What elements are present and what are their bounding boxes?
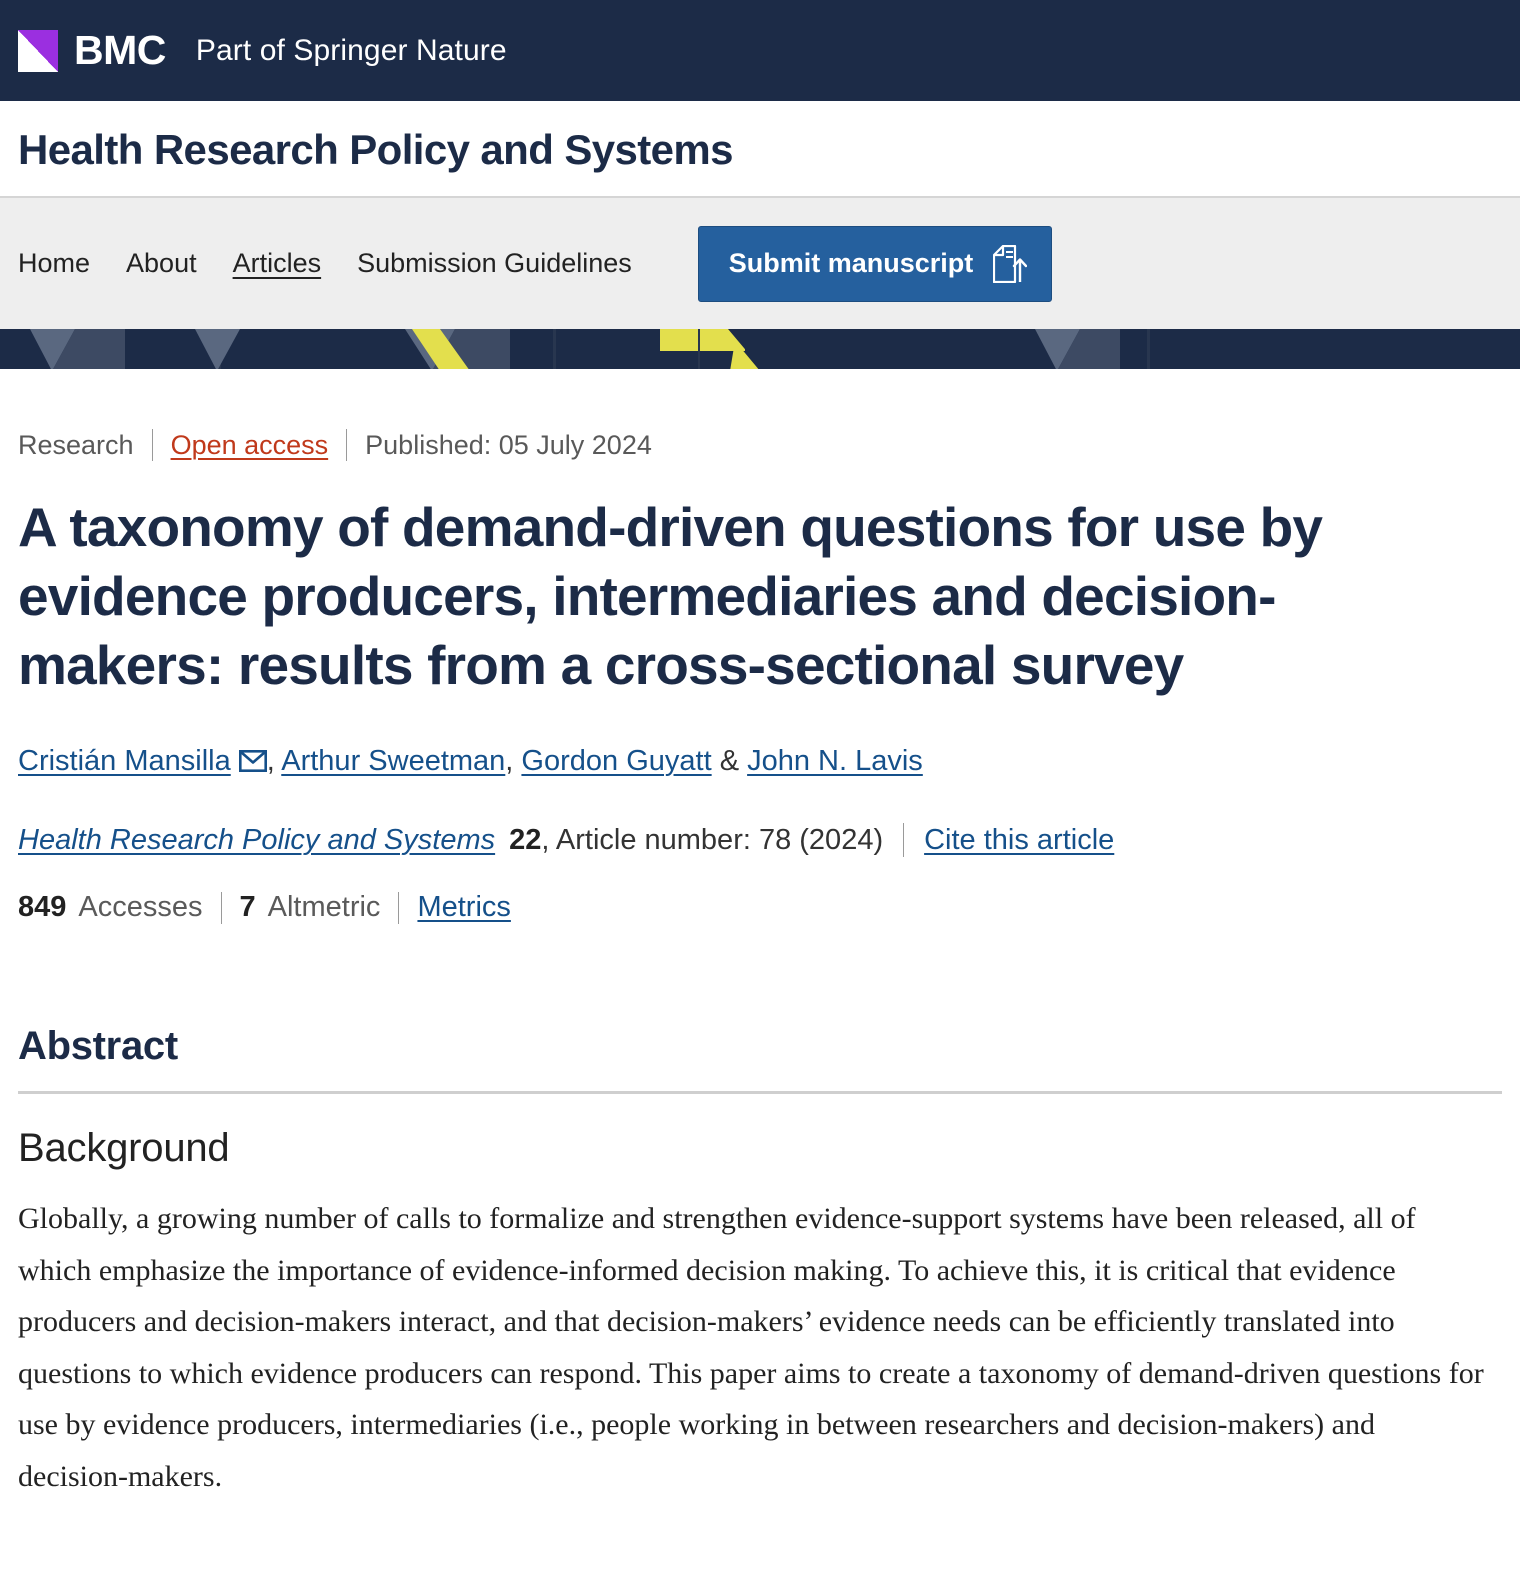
open-access-link[interactable]: Open access	[170, 429, 329, 460]
metrics-divider	[398, 892, 399, 924]
citation-volume: 22	[509, 823, 542, 856]
meta-divider	[346, 429, 347, 461]
author-separator-ampersand: &	[711, 744, 748, 777]
bmc-logo-text: BMC	[74, 27, 166, 73]
author-list	[18, 740, 1502, 786]
altmetric-count: 7	[239, 891, 256, 924]
abstract-section-text-background: Globally, a growing number of calls to formalize and strengthen evidence-support systems have been released, all of which emphasize the importance of evidence-informed decision making. To achieve this, it is critical that evidence producers and decision-makers interact, and that decision-makers’ evidence needs can be efficiently translated into questions to which evidence producers can respond. This paper aims to create a taxonomy of demand-driven questions for use by evidence producers, intermediaries (i.e., people working in between researchers and decision-makers) and decision-makers.	[18, 1202, 1484, 1494]
article-type: Research	[18, 429, 134, 460]
author-link[interactable]: Arthur Sweetman	[281, 744, 506, 777]
article-container	[0, 429, 1520, 1502]
citation-article-number: , Article number: 78 (2024)	[541, 823, 884, 856]
nav-item-home[interactable]: Home	[18, 248, 91, 279]
bmc-logo-mark-icon	[18, 30, 58, 72]
citation-journal-link[interactable]: Health Research Policy and Systems	[18, 823, 496, 856]
article-title: A taxonomy of demand-driven questions for use by evidence producers, intermediaries and decision-makers: results from a cross-sectional survey	[18, 496, 1323, 696]
author-link[interactable]: John N. Lavis	[747, 744, 923, 777]
nav-item-articles[interactable]: Articles	[232, 248, 322, 279]
brand-bar	[0, 0, 1520, 101]
author-separator: ,	[505, 744, 522, 777]
abstract-heading: Abstract	[18, 1024, 178, 1069]
author-separator: ,	[266, 744, 282, 777]
citation-line	[18, 823, 1502, 857]
article-meta	[18, 429, 1502, 461]
journal-header	[0, 101, 1520, 198]
banner-pattern	[0, 329, 1520, 369]
submit-manuscript-label: Submit manuscript	[728, 248, 974, 279]
author-link[interactable]: Cristián Mansilla	[18, 744, 231, 777]
metrics-line	[18, 891, 1502, 924]
author-link[interactable]: Gordon Guyatt	[521, 744, 712, 777]
meta-divider	[152, 429, 153, 461]
bmc-logo[interactable]	[18, 27, 507, 73]
nav-item-submission-guidelines[interactable]: Submission Guidelines	[357, 248, 632, 279]
springer-nature-tagline: Part of Springer Nature	[195, 33, 507, 67]
corresponding-author-envelope-icon[interactable]	[239, 742, 267, 786]
metrics-divider	[221, 892, 222, 924]
accesses-count: 849	[18, 891, 67, 924]
metrics-link[interactable]: Metrics	[417, 891, 511, 924]
journal-title[interactable]: Health Research Policy and Systems	[18, 126, 733, 173]
main-navigation	[0, 198, 1520, 329]
citation-divider	[903, 823, 904, 857]
nav-item-about[interactable]: About	[126, 248, 197, 279]
document-upload-icon	[993, 245, 1027, 283]
publication-date: Published: 05 July 2024	[365, 429, 652, 460]
cite-this-article-link[interactable]: Cite this article	[924, 823, 1115, 856]
accesses-label: Accesses	[78, 891, 203, 924]
abstract-divider	[18, 1091, 1502, 1094]
decorative-banner	[0, 329, 1520, 369]
abstract-section-heading-background: Background	[18, 1126, 230, 1171]
altmetric-label: Altmetric	[267, 891, 381, 924]
submit-manuscript-button[interactable]	[698, 226, 1053, 302]
